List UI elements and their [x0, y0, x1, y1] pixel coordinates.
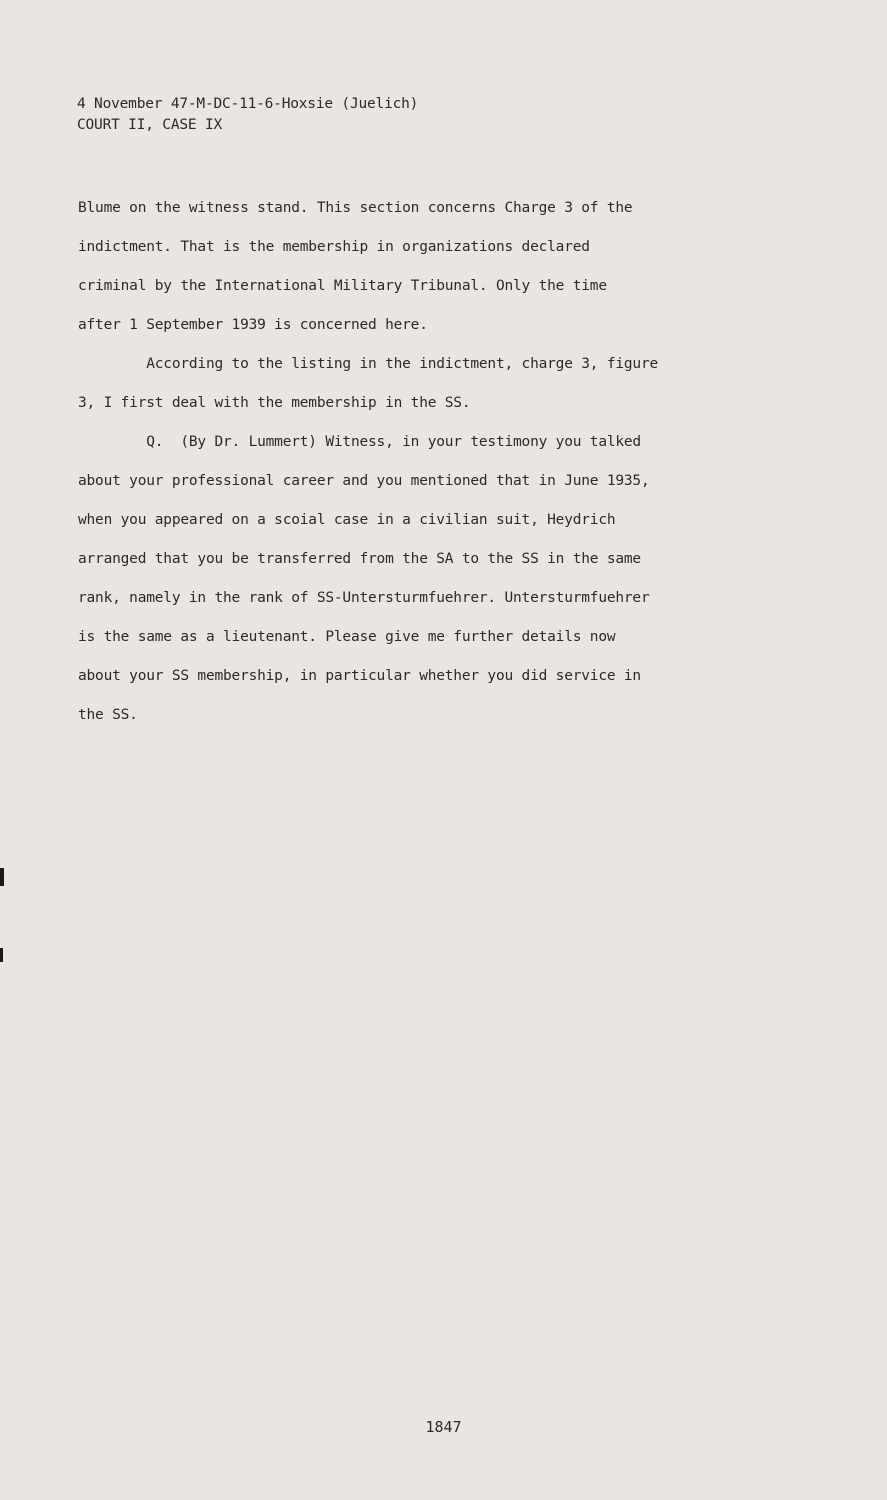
transcript-line: is the same as a lieutenant. Please give me further details now	[78, 629, 616, 645]
document-header	[77, 94, 418, 136]
transcript-line: about your SS membership, in particular whether you did service in	[78, 668, 641, 684]
transcript-line: rank, namely in the rank of SS-Untersturmfuehrer. Untersturmfuehrer	[78, 590, 650, 606]
transcript-line: the SS.	[78, 707, 138, 723]
header-court-case: COURT II, CASE IX	[77, 117, 223, 133]
edge-mark	[0, 948, 3, 962]
transcript-line: after 1 September 1939 is concerned here.	[78, 317, 428, 333]
transcript-line: According to the listing in the indictment, charge 3, figure	[78, 356, 659, 372]
transcript-line: when you appeared on a scoial case in a civilian suit, Heydrich	[78, 512, 616, 528]
edge-mark	[0, 868, 4, 886]
transcript-line: criminal by the International Military Tribunal. Only the time	[78, 278, 607, 294]
transcript-line: arranged that you be transferred from the SA to the SS in the same	[78, 551, 641, 567]
transcript-line: Q. (By Dr. Lummert) Witness, in your testimony you talked	[78, 434, 641, 450]
transcript-line: 3, I first deal with the membership in the SS.	[78, 395, 471, 411]
transcript-line: indictment. That is the membership in organizations declared	[78, 239, 590, 255]
header-date-reference: 4 November 47-M-DC-11-6-Hoxsie (Juelich)	[77, 96, 419, 112]
transcript-line: Blume on the witness stand. This section concerns Charge 3 of the	[78, 200, 633, 216]
transcript-line: about your professional career and you mentioned that in June 1935,	[78, 473, 650, 489]
page-number: 1847	[425, 1418, 462, 1436]
